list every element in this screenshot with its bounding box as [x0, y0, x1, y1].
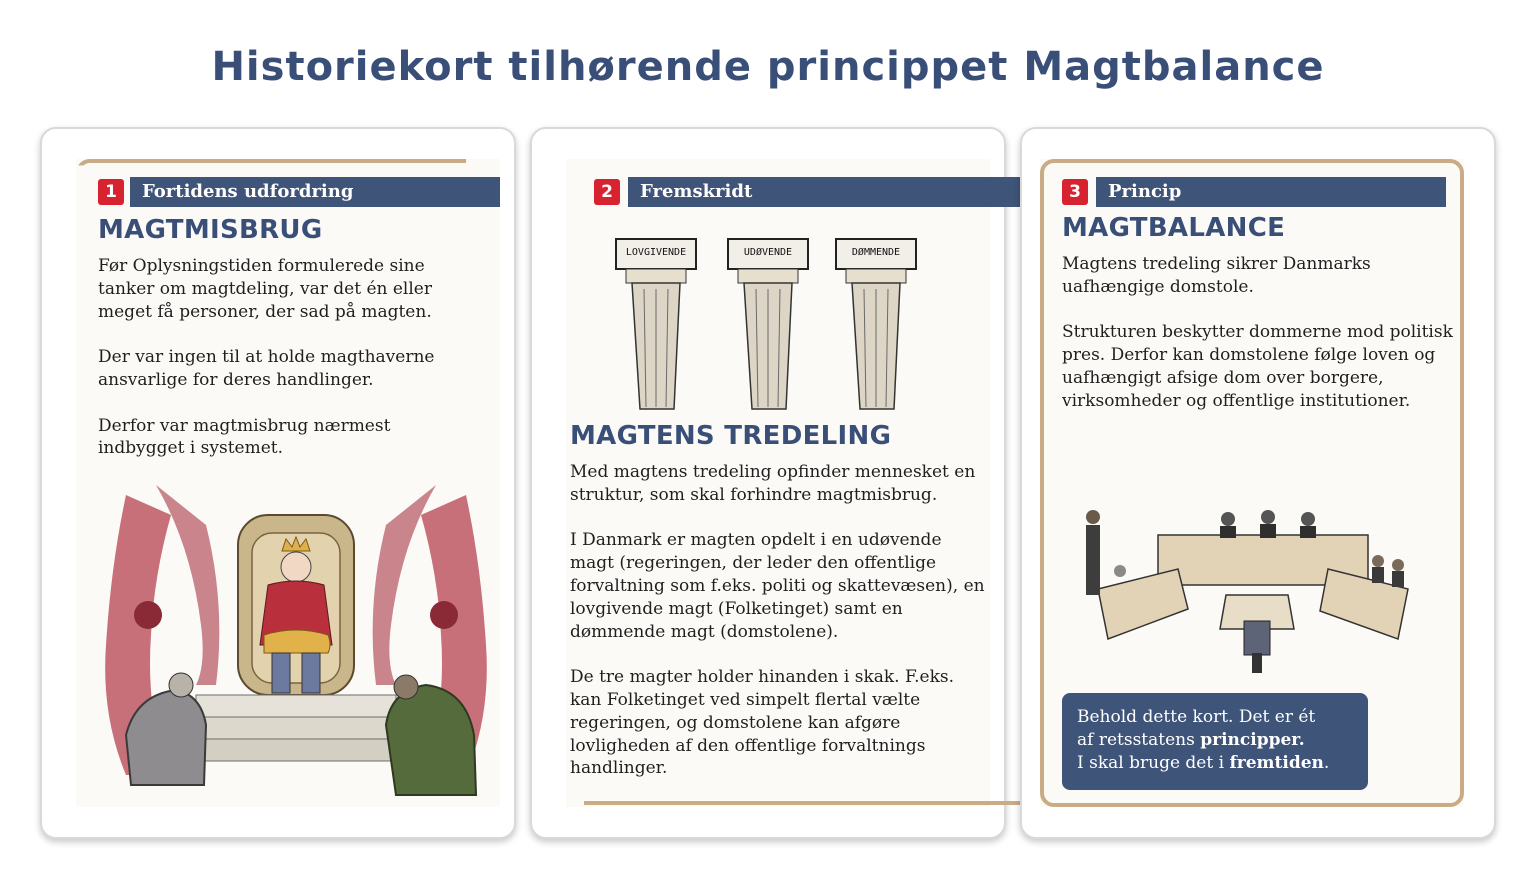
- paragraph: Strukturen beskytter dommerne mod politisk pres. Derfor kan domstolene følge loven og uafhængigt afsige dom over borgere, virksomheder og offentlige institutioner.: [1062, 322, 1453, 411]
- history-card-2: [530, 127, 1006, 839]
- paragraph: Før Oplysningstiden formulerede sine tanker om magtdeling, var det én eller meget få personer, der sad på magten.: [98, 256, 432, 322]
- pillar-label: UDØVENDE: [743, 247, 793, 258]
- history-card-3: [1020, 127, 1496, 839]
- card-inner: [1040, 159, 1464, 807]
- notice-line: [1077, 752, 1353, 775]
- courtroom-illustration: [1058, 499, 1448, 679]
- card-text: [1062, 253, 1454, 413]
- paragraph: De tre magter holder hinanden i skak. F.eks. kan Folketinget ved simpelt flertal vælte regeringen, og domstolene kan afgøre lovligheden af den offentlige forvaltnings handlinger.: [570, 667, 955, 779]
- card-text: [570, 461, 986, 780]
- paragraph: Magtens tredeling sikrer Danmarks uafhængige domstole.: [1062, 254, 1371, 297]
- paragraph: I Danmark er magten opdelt i en udøvende magt (regeringen, der leder den offentlige forvaltning som f.eks. politi og skattevæsen), en lovgivende magt (Folketinget) samt en dømmende magt (domstolene).: [570, 530, 985, 642]
- keep-card-notice: [1062, 693, 1368, 790]
- card-inner: [566, 159, 990, 807]
- paragraph: Der var ingen til at holde magthaverne ansvarlige for deres handlinger.: [98, 347, 435, 390]
- card-heading: MAGTMISBRUG: [98, 215, 323, 245]
- history-card-1: [40, 127, 516, 839]
- card-heading: MAGTBALANCE: [1062, 213, 1286, 243]
- paragraph: Med magtens tredeling opfinder mennesket en struktur, som skal forhindre magtmisbrug.: [570, 462, 976, 505]
- card-header: Princip: [1096, 177, 1446, 207]
- pillar-label: LOVGIVENDE: [625, 247, 687, 258]
- notice-bold-text: fremtiden: [1229, 752, 1324, 773]
- notice-text: I skal bruge det i: [1077, 752, 1230, 773]
- notice-line: Behold dette kort. Det er ét: [1077, 707, 1316, 727]
- notice-text: .: [1323, 752, 1330, 773]
- card-heading: MAGTENS TREDELING: [570, 421, 892, 451]
- bottom-rule: [584, 801, 1024, 805]
- king-on-throne-illustration: [96, 485, 496, 807]
- notice-bold-text: principper.: [1200, 729, 1305, 750]
- num-badge: 1: [98, 179, 124, 205]
- card-header: Fortidens udfordring: [130, 177, 500, 207]
- notice-line: [1077, 729, 1353, 752]
- num-badge: 2: [594, 179, 620, 205]
- card-text: [98, 255, 448, 460]
- card-inner: [76, 159, 500, 807]
- pillar-label: DØMMENDE: [851, 247, 901, 258]
- notice-text: af retsstatens: [1077, 729, 1201, 750]
- num-badge: 3: [1062, 179, 1088, 205]
- page-title: Historiekort tilhørende princippet Magtbalance: [211, 44, 1325, 90]
- three-pillars-illustration: [616, 239, 956, 419]
- card-header: Fremskridt: [628, 177, 1022, 207]
- paragraph: Derfor var magtmisbrug nærmest indbygget i systemet.: [98, 415, 391, 459]
